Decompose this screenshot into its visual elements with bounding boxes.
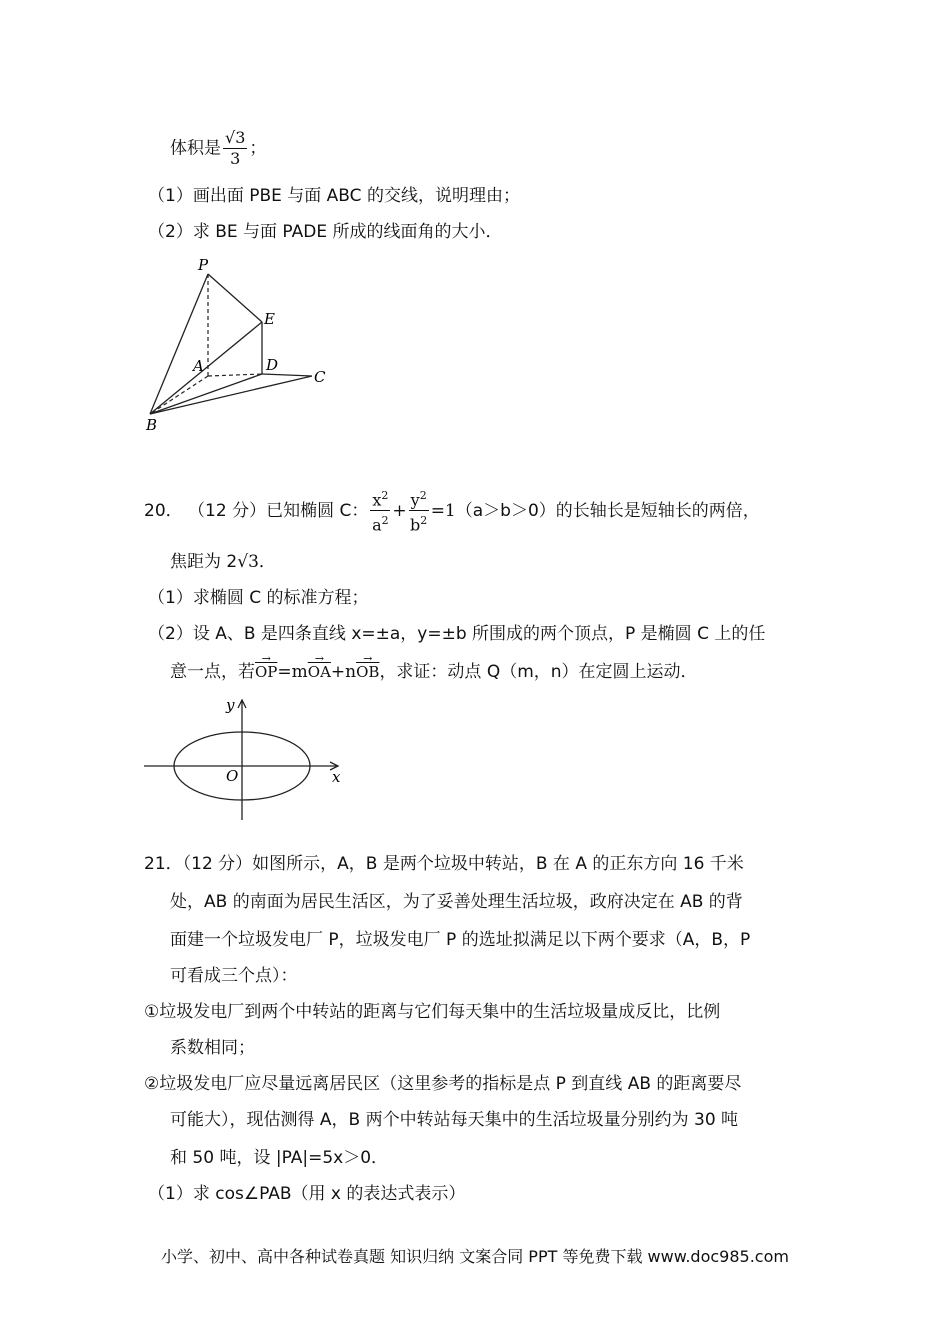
q20-part2-line2: 意一点，若→ $\overline{OP}=m\to \overline{OA}+n\to \overline{OB}$，求证：动点 Q（m，n）在定圆上运动．: [170, 660, 698, 684]
q21-line5: ①垃圾发电厂到两个中转站的距离与它们每天集中的生活垃圾量成反比，比例: [144, 1002, 721, 1022]
label-A: A: [193, 357, 204, 375]
q20-stem-line1: 20． （12 分）已知椭圆 C： $\frac{x^2}{a^2}$ + $\frac{y^2}{b^2}$ =1（a＞b＞0）的长轴长是短轴长的两倍，: [144, 486, 760, 536]
q20-focal-line: 焦距为 2√3．: [170, 552, 276, 572]
q19-part1: （1）画出面 PBE 与面 ABC 的交线，说明理由；: [148, 186, 520, 206]
axis-y-label: y: [226, 696, 235, 714]
q20-part1: （1）求椭圆 C 的标准方程；: [148, 588, 369, 608]
q20-part2-line1: （2）设 A、B 是四条直线 x=±a，y=±b 所围成的两个顶点，P 是椭圆 C 上的任: [148, 624, 766, 644]
ellipse-y-term: $\frac{y^2}{b^2}$: [409, 486, 429, 536]
volume-fraction: $\frac{√3}{3}$: [225, 128, 246, 168]
q21-line6: 系数相同；: [170, 1038, 255, 1058]
q21-line2: 处，AB 的南面为居民生活区，为了妥善处理生活垃圾，政府决定在 AB 的背: [170, 892, 743, 912]
label-B: B: [146, 416, 158, 434]
axis-x-label: x: [332, 768, 341, 786]
label-D: D: [266, 356, 279, 374]
label-P: P: [198, 256, 209, 274]
label-C: C: [314, 368, 326, 386]
ellipse-figure: [140, 694, 360, 824]
q19-part2: （2）求 BE 与面 PADE 所成的线面角的大小．: [148, 222, 503, 242]
page-footer: 小学、初中、高中各种试卷真题 知识归纳 文案合同 PPT 等免费下载 www.doc985.com: [161, 1247, 789, 1266]
label-E: E: [264, 310, 275, 328]
vector-OP: → $\overline{OP}$: [255, 660, 277, 684]
q21-line7: ②垃圾发电厂应尽量远离居民区（这里参考的指标是点 P 到直线 AB 的距离要尽: [144, 1074, 742, 1094]
q21-line8: 可能大），现估测得 A，B 两个中转站每天集中的生活垃圾量分别约为 30 吨: [170, 1110, 739, 1130]
q21-line1: 21．（12 分）如图所示，A，B 是两个垃圾中转站，B 在 A 的正东方向 16 千米: [144, 854, 744, 874]
q19-volume-line: 体积是 $\frac{√3}{3}$ ；: [170, 128, 267, 168]
origin-label: O: [226, 767, 239, 785]
q21-line9: 和 50 吨，设 |PA|=5x＞0．: [170, 1148, 389, 1168]
q21-part1: （1）求 cos∠PAB（用 x 的表达式表示）: [148, 1184, 466, 1204]
ellipse-x-term: $\frac{x^2}{a^2}$: [370, 486, 390, 536]
vector-OB: → $\overline{OB}$: [356, 660, 379, 684]
pyramid-figure: [140, 252, 340, 437]
q21-line3: 面建一个垃圾发电厂 P，垃圾发电厂 P 的选址拟满足以下两个要求（A，B，P: [170, 930, 751, 950]
vector-OA: → $\overline{OA}$: [308, 660, 331, 684]
q21-line4: 可看成三个点）：: [170, 966, 298, 986]
